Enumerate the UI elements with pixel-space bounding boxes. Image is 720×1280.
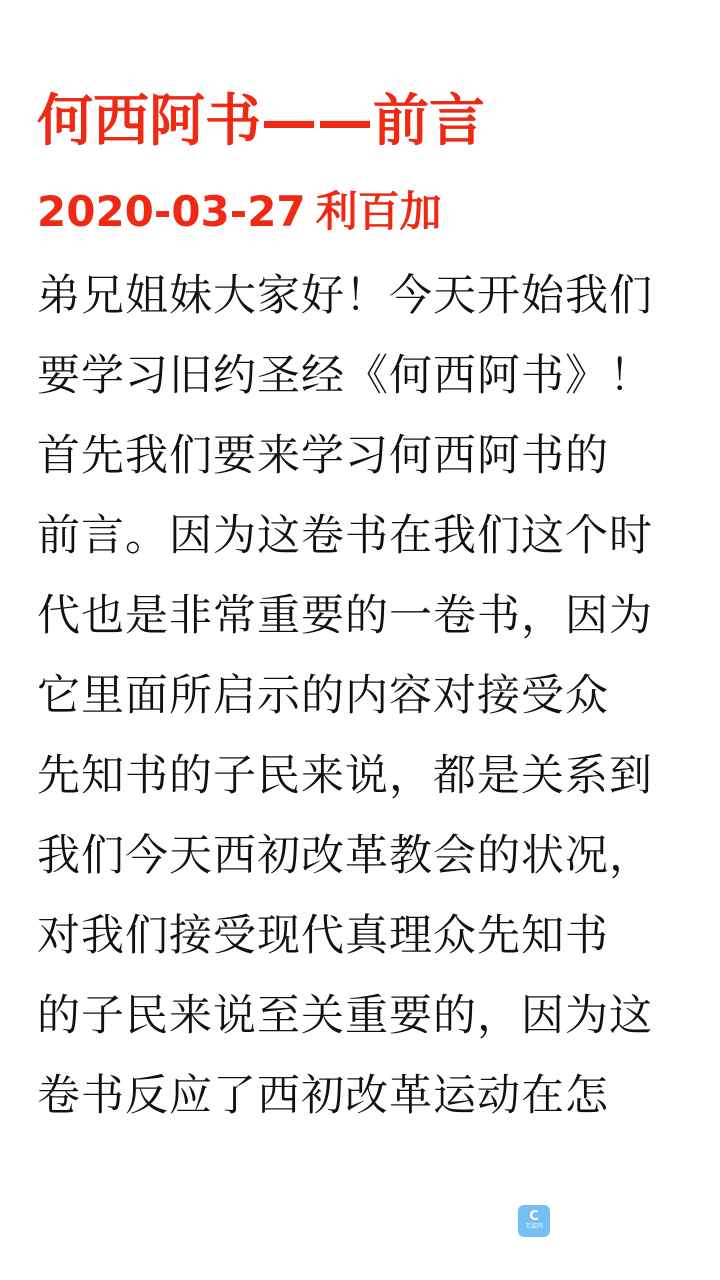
body-line: 先知书的子民来说，都是关系到 — [37, 751, 653, 801]
article-body — [37, 256, 686, 1136]
body-line: 前言。因为这卷书在我们这个时 — [37, 511, 653, 561]
body-line: 卷书反应了西初改革运动在怎 — [37, 1071, 609, 1121]
article-date: 2020-03-27 — [37, 187, 306, 236]
watermark-logo-icon: C 美篇网 — [518, 1205, 550, 1237]
watermark-label: 美篇网 — [524, 1223, 543, 1230]
body-line: 要学习旧约圣经《何西阿书》！ — [37, 351, 653, 401]
body-line: 的子民来说至关重要的，因为这 — [37, 991, 653, 1041]
article-author: 利百加 — [315, 187, 442, 236]
body-line: 我们今天西初改革教会的状况， — [37, 831, 653, 881]
article-meta — [37, 182, 686, 242]
body-line: 首先我们要来学习何西阿书的 — [37, 431, 609, 481]
body-line: 对我们接受现代真理众先知书 — [37, 911, 609, 961]
body-line: 弟兄姐妹大家好！今天开始我们 — [37, 271, 653, 321]
body-line: 代也是非常重要的一卷书，因为 — [37, 591, 653, 641]
article-title: 何西阿书——前言 — [37, 89, 485, 154]
body-line: 它里面所启示的内容对接受众 — [37, 671, 609, 721]
